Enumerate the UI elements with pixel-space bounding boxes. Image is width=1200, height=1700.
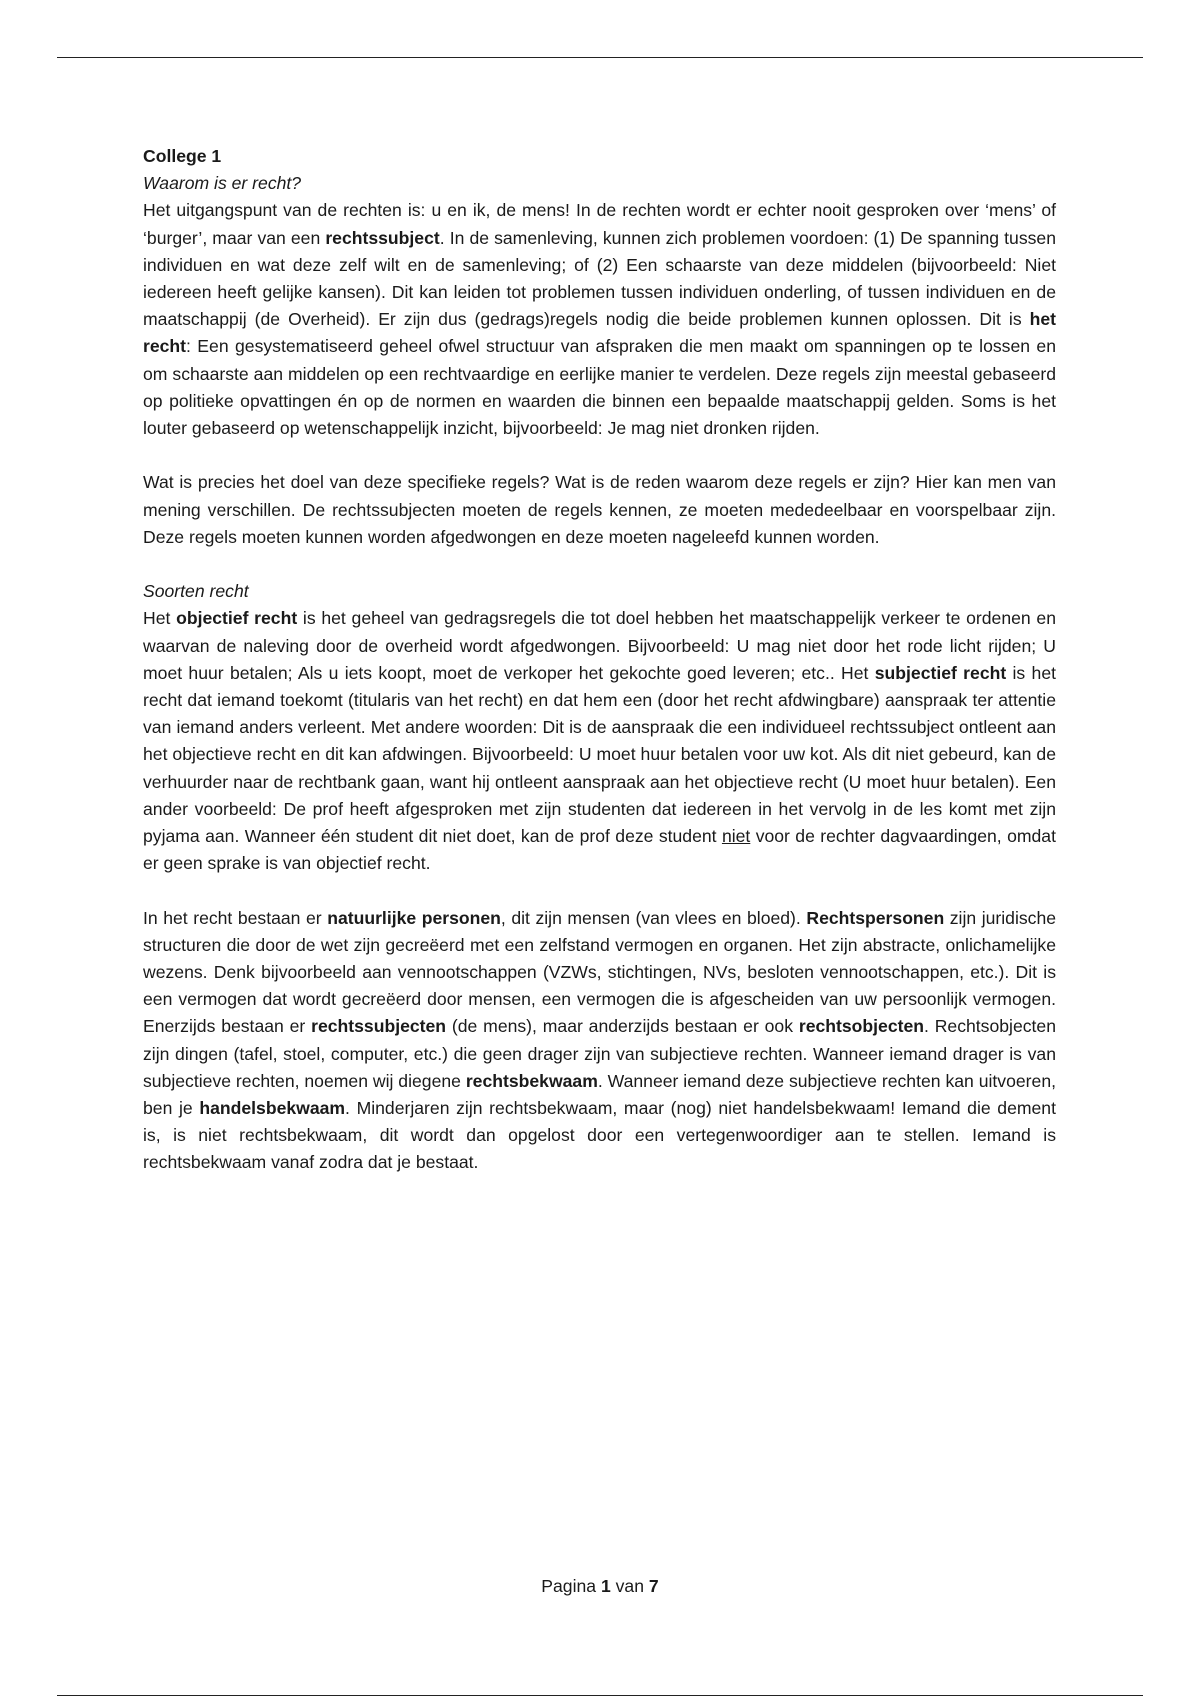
- bold-term-rechtsobjecten: rechtsobjecten: [798, 1016, 924, 1037]
- footer-rule: [57, 1695, 1143, 1696]
- bold-term-rechtsbekwaam: rechtsbekwaam: [465, 1070, 598, 1091]
- footer-page-prefix: Pagina: [541, 1576, 601, 1596]
- paragraph-spacer: [143, 551, 1056, 578]
- footer-current-page: 1: [600, 1576, 611, 1596]
- underlined-word-niet: niet: [721, 826, 751, 847]
- bold-term-rechtssubjecten: rechtssubjecten: [311, 1016, 447, 1037]
- bold-term-rechtssubject: rechtssubject: [325, 227, 440, 248]
- text-run: : Een gesystematiseerd geheel ofwel structuur van afspraken die men maakt om spanningen op te lossen en om schaarste aan middelen op een rechtvaardige en eerlijke manier te verdelen. Deze regels zijn meestal gebaseerd op politieke opvattingen én op de normen en waarden die binnen een bepaalde maatschappij gelden. Soms is het louter gebaseerd op wetenschappelijk inzicht, bijvoorbeeld: Je mag niet dronken rijden.: [143, 336, 1056, 439]
- footer-total-pages: 7: [648, 1576, 659, 1596]
- page-footer: [0, 1573, 1200, 1600]
- text-run: Het uitgangspunt van de rechten is: u en ik, de mens! In de rechten wordt er echter nooit gesproken over ‘mens’ of ‘burger’, maar van een: [143, 200, 1056, 248]
- page-body: [143, 143, 1056, 1177]
- text-run: In het recht bestaan er: [143, 907, 328, 928]
- text-run: Het: [143, 608, 177, 629]
- document-title: College 1: [143, 146, 222, 166]
- header-rule: [57, 57, 1143, 58]
- text-run: (de mens), maar anderzijds bestaan er ook: [446, 1016, 799, 1037]
- text-run: voor de rechter dagvaardingen, omdat er geen sprake is van objectief recht.: [143, 826, 1056, 874]
- bold-term-handelsbekwaam: handelsbekwaam: [199, 1098, 346, 1119]
- text-run: , dit zijn mensen (van vlees en bloed).: [500, 907, 807, 928]
- text-run: zijn juridische structuren die door de wet zijn gecreëerd met een zelfstand vermogen en organen. Het zijn abstracte, onlichamelijke wezens. Denk bijvoorbeeld aan vennootschappen (VZWs, stichtingen, NVs, besloten vennootschappen, etc.). Dit is een vermogen dat wordt gecreëerd door mensen, een vermogen die is afgescheiden van uw persoonlijk vermogen. Enerzijds bestaan er: [143, 907, 1057, 1037]
- section-heading-waarom: Waarom is er recht?: [143, 173, 302, 194]
- text-run: . Minderjaren zijn rechtsbekwaam, maar (nog) niet handelsbekwaam! Iemand die dement is, is niet rechtsbekwaam, dit wordt dan opgelost door een vertegenwoordiger aan te stellen. Iemand is rechtsbekwaam vanaf zodra dat je bestaat.: [143, 1098, 1056, 1173]
- text-run: . Rechtsobjecten zijn dingen (tafel, stoel, computer, etc.) die geen drager zijn van subjectieve rechten. Wanneer iemand drager is van subjectieve rechten, noemen wij diegene: [143, 1016, 1056, 1091]
- paragraph-doel-regels: Wat is precies het doel van deze specifieke regels? Wat is de reden waarom deze regels er zijn? Hier kan men van mening verschillen. De rechtssubjecten moeten de regels kennen, ze moeten mededeelbaar en voorspelbaar zijn. Deze regels moeten kunnen worden afgedwongen en deze moeten nageleefd kunnen worden.: [143, 472, 1056, 547]
- paragraph-objectief-subjectief: [143, 605, 1056, 877]
- paragraph-spacer: [143, 442, 1056, 469]
- paragraph-spacer: [143, 877, 1056, 904]
- section-heading-soorten-recht: Soorten recht: [143, 581, 249, 602]
- footer-page-middle: van: [610, 1576, 649, 1596]
- text-run: is het recht dat iemand toekomt (titularis van het recht) en dat hem een (door het recht afdwingbare) aanspraak ter attentie van iemand anders verleent. Met andere woorden: Dit is de aanspraak die een individueel rechtssubject ontleent aan het objectieve recht en dit kan afdwingen. Bijvoorbeeld: U moet huur betalen voor uw kot. Als dit niet gebeurd, kan de verhuurder naar de rechtbank gaan, want hij ontleent aanspraak aan het objectieve recht (U moet huur betalen). Een ander voorbeeld: De prof heeft afgesproken met zijn studenten dat iedereen in het vervolg in de les komt met zijn pyjama aan. Wanneer één student dit niet doet, kan de prof deze student: [143, 662, 1056, 847]
- paragraph-personen: [143, 905, 1056, 1177]
- text-run: is het geheel van gedragsregels die tot doel hebben het maatschappelijk verkeer te ordenen en waarvan de naleving door de overheid wordt afgedwongen. Bijvoorbeeld: U mag niet door het rode licht rijden; U moet huur betalen; Als u iets koopt, moet de verkoper het gekochte goed leveren; etc.. Het: [143, 608, 1056, 683]
- text-run: . In de samenleving, kunnen zich problemen voordoen: (1) De spanning tussen individuen en wat deze zelf wilt en de samenleving; of (2) Een schaarste van deze middelen (bijvoorbeeld: Niet iedereen heeft gelijke kansen). Dit kan leiden tot problemen tussen individuen onderling, of tussen individuen en de maatschappij (de Overheid). Er zijn dus (gedrags)regels nodig die beide problemen kunnen oplossen. Dit is: [143, 227, 1056, 330]
- bold-term-het-recht: het recht: [143, 309, 1056, 357]
- bold-term-objectief-recht: objectief recht: [176, 608, 298, 629]
- bold-term-subjectief-recht: subjectief recht: [874, 662, 1007, 683]
- bold-term-rechtspersonen: Rechtspersonen: [806, 907, 945, 928]
- bold-term-natuurlijke-personen: natuurlijke personen: [327, 907, 501, 928]
- text-run: . Wanneer iemand deze subjectieve rechten kan uitvoeren, ben je: [143, 1070, 1056, 1119]
- paragraph-uitgangspunt: [143, 197, 1056, 442]
